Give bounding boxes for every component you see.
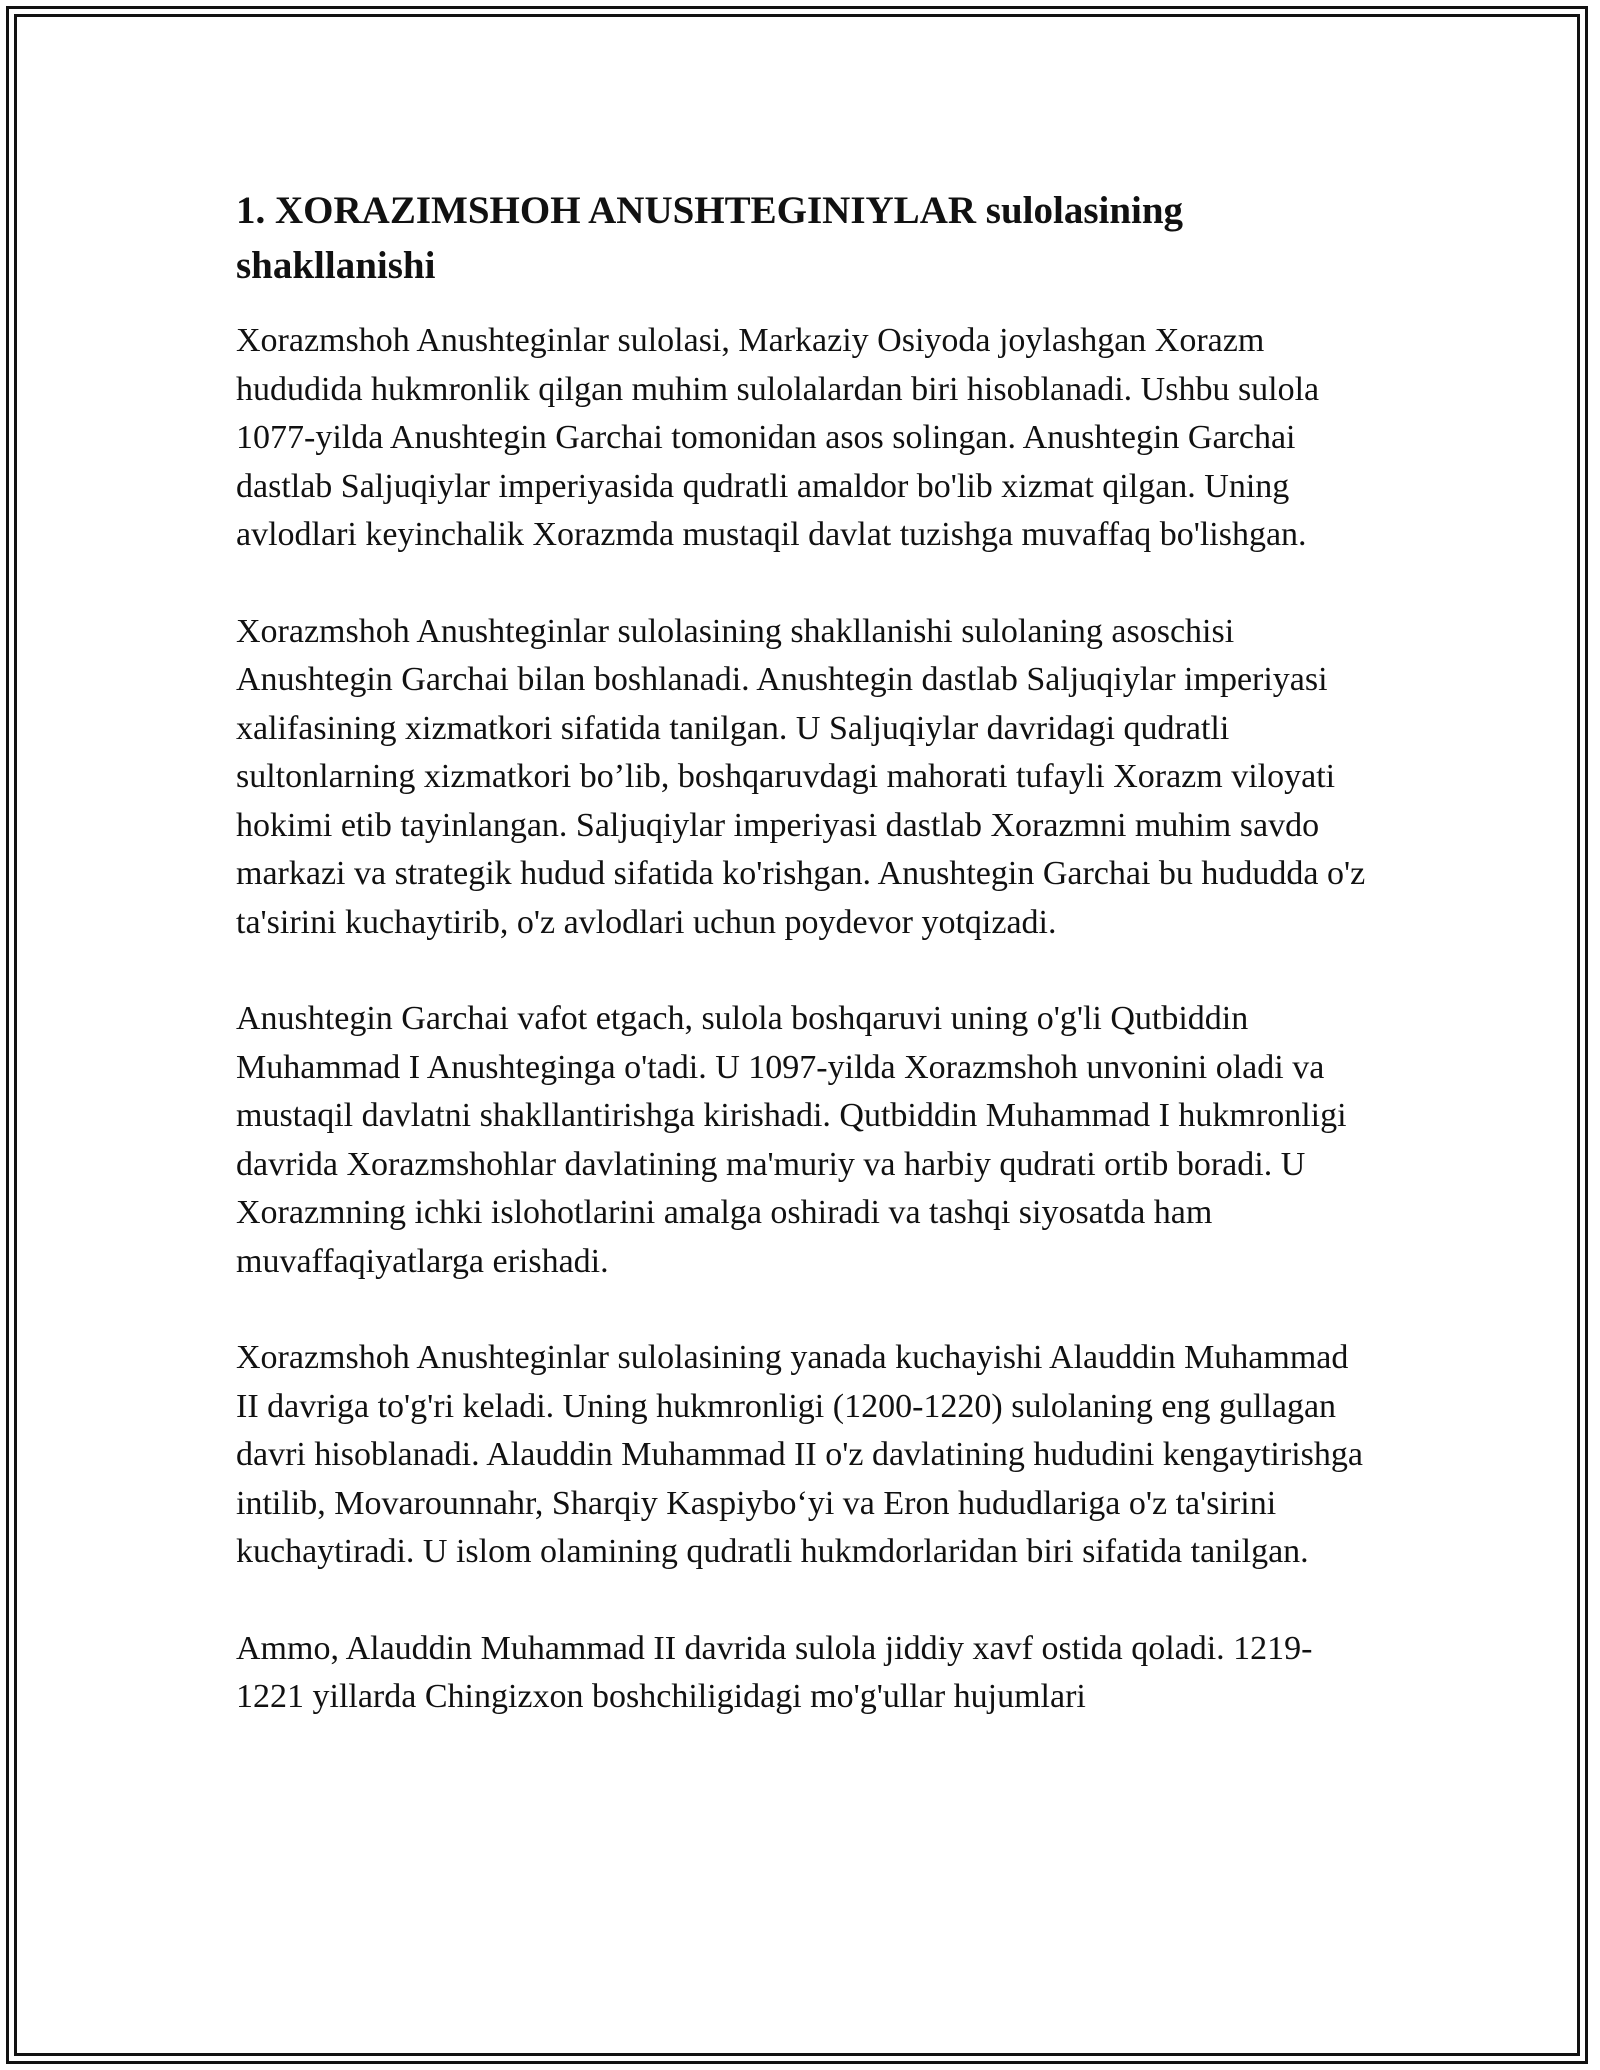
paragraph-1: Xorazmshoh Anushteginlar sulolasi, Markaziy Osiyoda joylashgan Xorazm hududida hukmronlik qilgan muhim sulolalardan biri hisoblanadi. Ushbu sulola 1077-yilda Anushtegin Garchai tomonidan asos solingan. Anushtegin Garchai dastlab Saljuqiylar imperiyasida qudratli amaldor bo'lib xizmat qilgan. Uning avlodlari keyinchalik Xorazmda mustaqil davlat tuzishga muvaffaq bo'lishgan. bbox=[236, 322, 1320, 553]
document-body bbox=[236, 183, 1366, 1770]
paragraph-2: Xorazmshoh Anushteginlar sulolasining shakllanishi sulolaning asoschisi Anushtegin Garchai bilan boshlanadi. Anushtegin dastlab Saljuqiylar imperiyasi xalifasining xizmatkori sifatida tanilgan. U Saljuqiylar davridagi qudratli sultonlarning xizmatkori bo’lib, boshqaruvdagi mahorati tufayli Xorazm viloyati hokimi etib tayinlangan. Saljuqiylar imperiyasi dastlab Xorazmni muhim savdo markazi va strategik hudud sifatida ko'rishgan. Anushtegin Garchai bu hududda o'z ta'sirini kuchaytirib, o'z avlodlari uchun poydevor yotqizadi. bbox=[236, 612, 1366, 941]
paragraph-5: Ammo, Alauddin Muhammad II davrida sulola jiddiy xavf ostida qoladi. 1219-1221 yillarda Chingizxon boshchiligidagi mo'g'ullar hujumlari bbox=[236, 1629, 1313, 1715]
paragraph-3: Anushtegin Garchai vafot etgach, sulola boshqaruvi uning o'g'li Qutbiddin Muhammad I Anushteginga o'tadi. U 1097-yilda Xorazmshoh unvonini oladi va mustaqil davlatni shakllantirishga kirishadi. Qutbiddin Muhammad I hukmronligi davrida Xorazmshohlar davlatining ma'muriy va harbiy qudrati ortib boradi. U Xorazmning ichki islohotlarini amalga oshiradi va tashqi siyosatda ham muvaffaqiyatlarga erishadi. bbox=[236, 1000, 1347, 1280]
paragraph-4: Xorazmshoh Anushteginlar sulolasining yanada kuchayishi Alauddin Muhammad II davriga to'g'ri keladi. Uning hukmronligi (1200-1220) sulolaning eng gullagan davri hisoblanadi. Alauddin Muhammad II o'z davlatining hududini kengaytirishga intilib, Movarounnahr, Sharqiy Kaspiybo‘yi va Eron hududlariga o'z ta'sirini kuchaytiradi. U islom olamining qudratli hukmdorlaridan biri sifatida tanilgan. bbox=[236, 1339, 1363, 1570]
section-heading: 1. XORAZIMSHOH ANUSHTEGINIYLAR sulolasining shakllanishi bbox=[236, 189, 1184, 287]
